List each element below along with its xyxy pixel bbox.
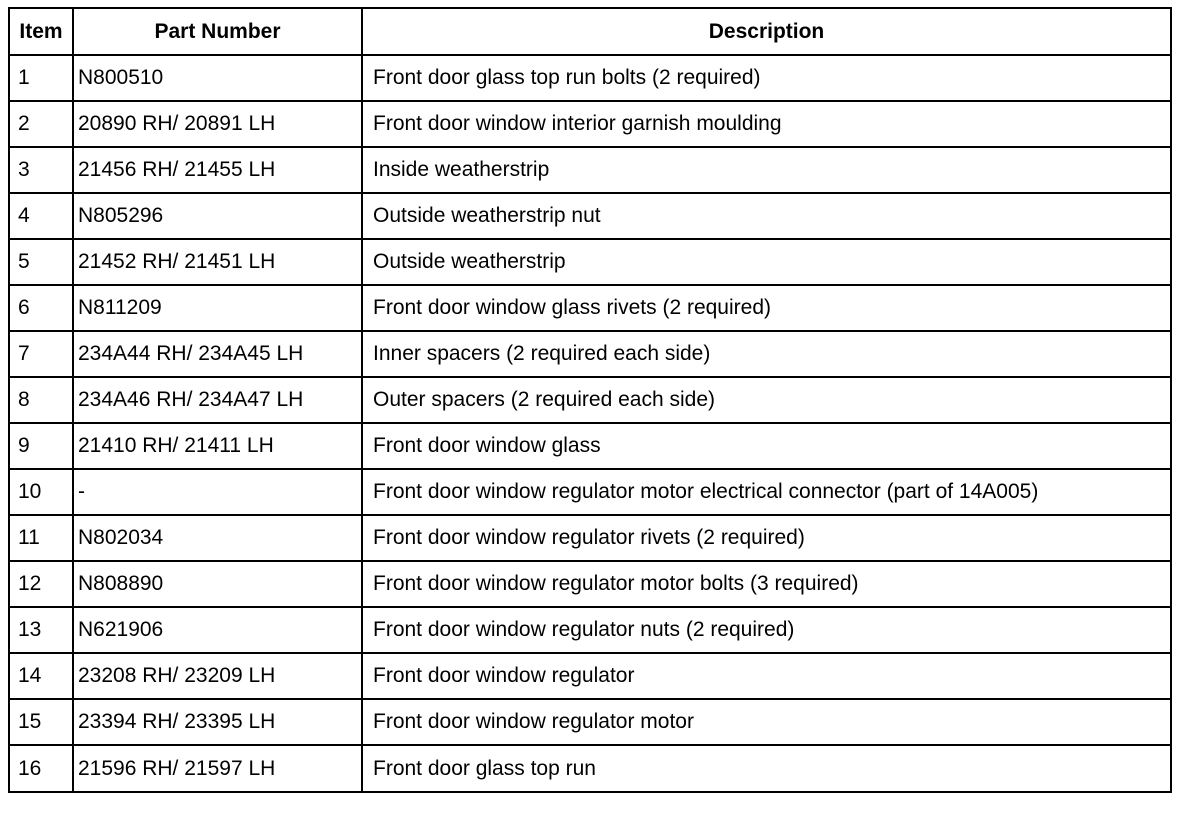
part-number-cell: 21456 RH/ 21455 LH (73, 147, 362, 193)
table-row (9, 515, 1171, 561)
description-cell: Front door window glass (362, 423, 1171, 469)
part-number-cell: N800510 (73, 55, 362, 101)
description-cell: Front door window regulator nuts (2 required) (362, 607, 1171, 653)
part-number-cell: 21410 RH/ 21411 LH (73, 423, 362, 469)
item-cell: 6 (9, 285, 73, 331)
item-cell: 16 (9, 745, 73, 792)
description-cell: Front door window regulator motor electrical connector (part of 14A005) (362, 469, 1171, 515)
item-cell: 8 (9, 377, 73, 423)
table-row (9, 745, 1171, 792)
description-cell: Outside weatherstrip (362, 239, 1171, 285)
part-number-cell: 23208 RH/ 23209 LH (73, 653, 362, 699)
table-row (9, 469, 1171, 515)
item-cell: 13 (9, 607, 73, 653)
item-cell: 9 (9, 423, 73, 469)
item-cell: 3 (9, 147, 73, 193)
table-row (9, 239, 1171, 285)
part-number-cell: 234A46 RH/ 234A47 LH (73, 377, 362, 423)
table-row (9, 653, 1171, 699)
part-number-cell: - (73, 469, 362, 515)
header-item: Item (9, 8, 73, 55)
part-number-cell: 21596 RH/ 21597 LH (73, 745, 362, 792)
part-number-cell: N811209 (73, 285, 362, 331)
description-cell: Inside weatherstrip (362, 147, 1171, 193)
table-row (9, 377, 1171, 423)
part-number-cell: 23394 RH/ 23395 LH (73, 699, 362, 745)
part-number-cell: 21452 RH/ 21451 LH (73, 239, 362, 285)
part-number-cell: N621906 (73, 607, 362, 653)
item-cell: 1 (9, 55, 73, 101)
description-cell: Front door window regulator motor (362, 699, 1171, 745)
description-cell: Inner spacers (2 required each side) (362, 331, 1171, 377)
table-header-row (9, 8, 1171, 55)
header-part-number: Part Number (73, 8, 362, 55)
description-cell: Front door window interior garnish moulding (362, 101, 1171, 147)
part-number-cell: 234A44 RH/ 234A45 LH (73, 331, 362, 377)
item-cell: 7 (9, 331, 73, 377)
table-row (9, 331, 1171, 377)
table-row (9, 285, 1171, 331)
item-cell: 10 (9, 469, 73, 515)
table-row (9, 101, 1171, 147)
description-cell: Outside weatherstrip nut (362, 193, 1171, 239)
parts-table (8, 7, 1172, 793)
description-cell: Front door glass top run (362, 745, 1171, 792)
description-cell: Front door window regulator (362, 653, 1171, 699)
part-number-cell: N802034 (73, 515, 362, 561)
part-number-cell: N808890 (73, 561, 362, 607)
table-row (9, 193, 1171, 239)
description-cell: Outer spacers (2 required each side) (362, 377, 1171, 423)
description-cell: Front door window glass rivets (2 required) (362, 285, 1171, 331)
table-row (9, 147, 1171, 193)
item-cell: 12 (9, 561, 73, 607)
item-cell: 2 (9, 101, 73, 147)
description-cell: Front door window regulator motor bolts (3 required) (362, 561, 1171, 607)
table-row (9, 423, 1171, 469)
description-cell: Front door window regulator rivets (2 required) (362, 515, 1171, 561)
part-number-cell: N805296 (73, 193, 362, 239)
table-row (9, 561, 1171, 607)
item-cell: 4 (9, 193, 73, 239)
item-cell: 14 (9, 653, 73, 699)
table-row (9, 607, 1171, 653)
item-cell: 11 (9, 515, 73, 561)
part-number-cell: 20890 RH/ 20891 LH (73, 101, 362, 147)
header-description: Description (362, 8, 1171, 55)
table-row (9, 699, 1171, 745)
item-cell: 15 (9, 699, 73, 745)
item-cell: 5 (9, 239, 73, 285)
description-cell: Front door glass top run bolts (2 required) (362, 55, 1171, 101)
table-row (9, 55, 1171, 101)
